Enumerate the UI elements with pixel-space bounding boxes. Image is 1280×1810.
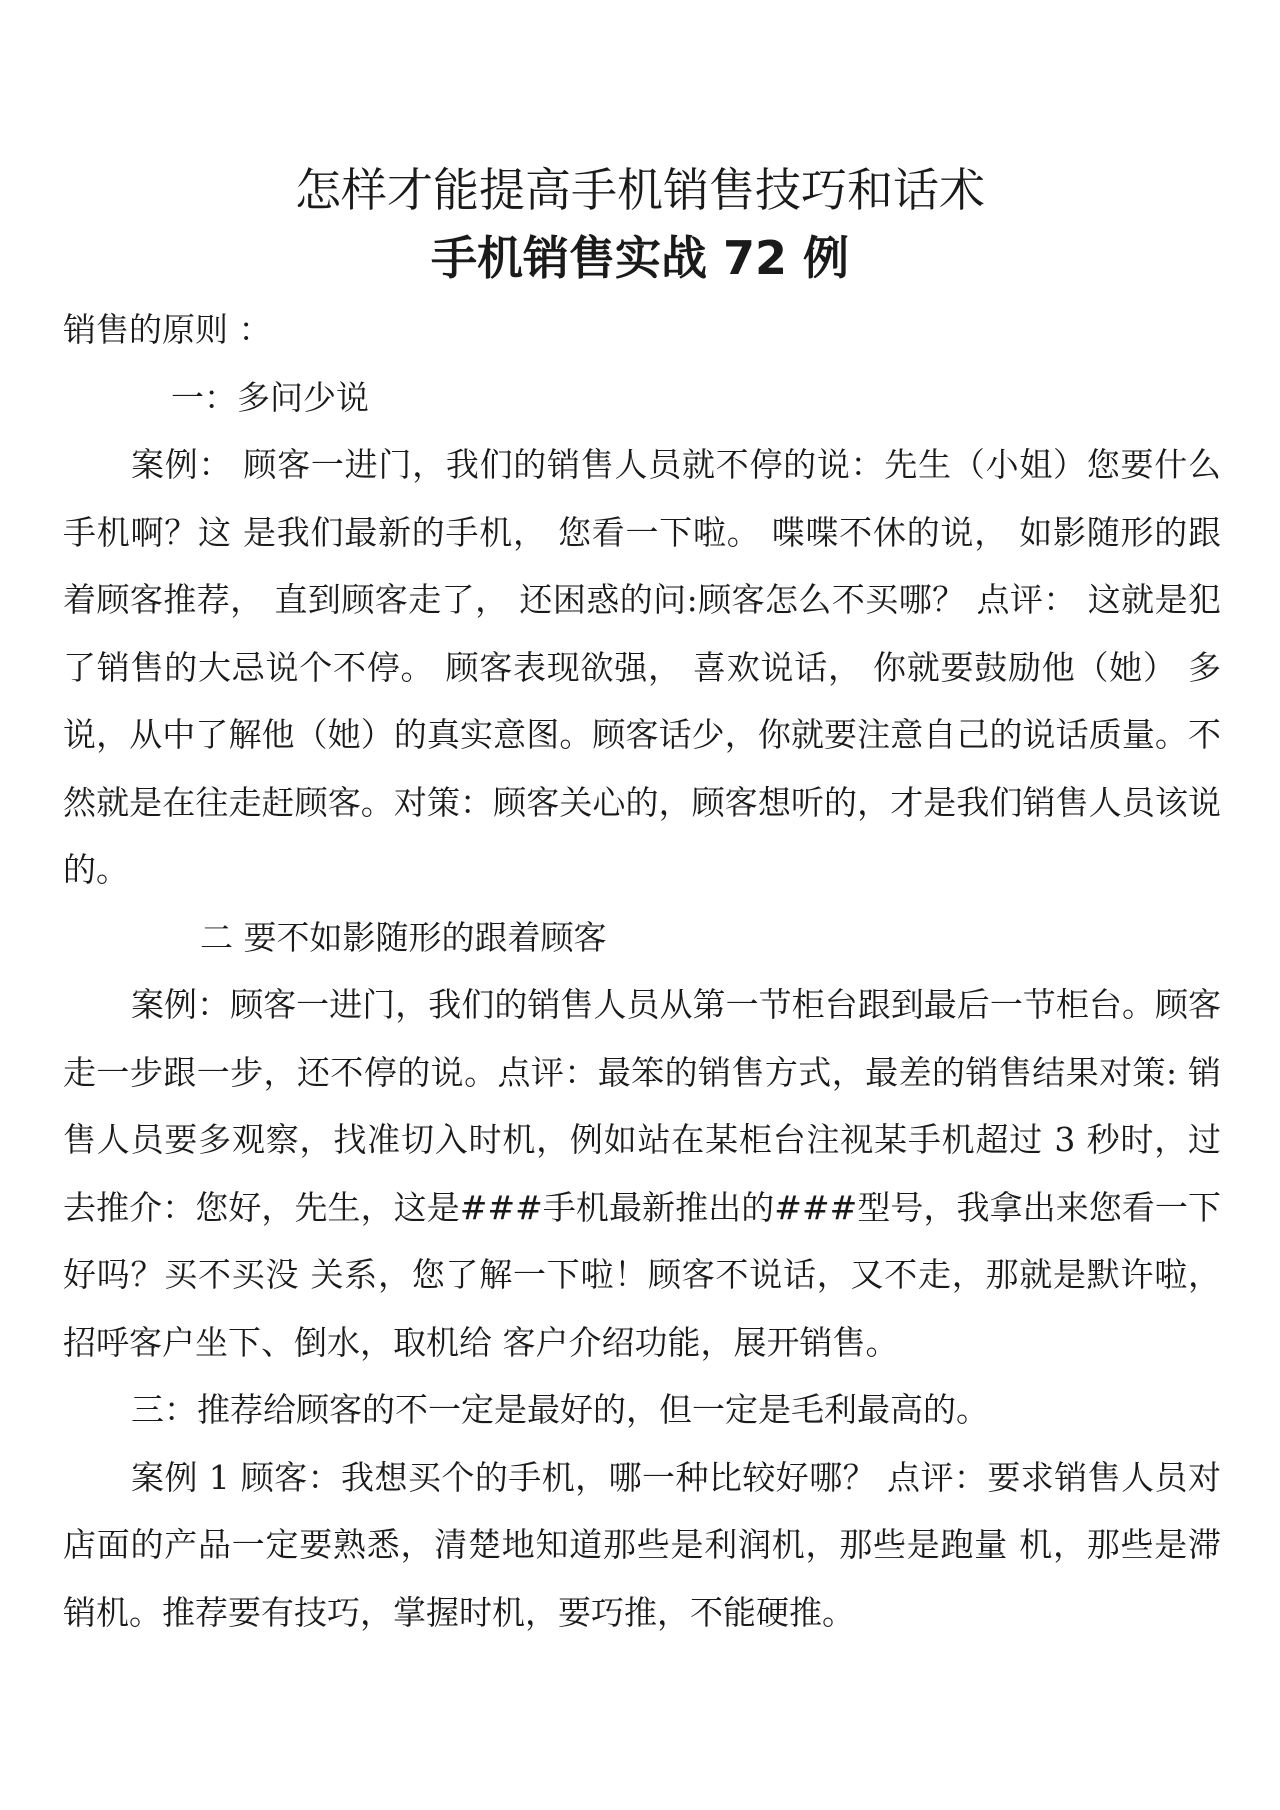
section-heading-3: 三：推荐给顾客的不一定是最好的，但一定是毛利最高的。 — [131, 1390, 989, 1429]
section-heading-2: 二 要不如影随形的跟着顾客 — [200, 917, 607, 957]
section-2-paragraph: 案例：顾客一进门，我们的销售人员从第一节柜台跟到最后一节柜台。顾客走一步跟一步，还不停的说。点评：最笨的销售方式，最差的销售结果对策: 销售人员要多观察，找准切入时机，例如站在某柜台注视某手机超过 3 秒时，过 去推介：您好，先生，这是###手机最新推出的###型号，我拿出来您看一下好吗？买不买没 关系，您了解一下啦！顾客不说话，又不走，那就是默许啦，招呼客户坐下、倒水，取机给 客户介绍功能，展开销售。 — [63, 985, 1221, 1362]
section-heading-1: 一：多问少说 — [171, 377, 369, 417]
document-title: 怎样才能提高手机销售技巧和话术 — [295, 163, 985, 217]
document-body — [63, 296, 1221, 1646]
document-subtitle: 手机销售实战 72 例 — [430, 231, 850, 285]
section-3-paragraph: 案例 1 顾客：我想买个的手机，哪一种比较好哪？ 点评：要求销售人员对店面的产品一定要熟悉，清楚地知道那些是利润机，那些是跑量 机，那些是滞销机。推荐要有技巧，掌握时机，要巧推，不能硬推。 — [63, 1457, 1221, 1632]
intro-line: 销售的原则 ： — [63, 310, 272, 349]
section-1-paragraph: 案例： 顾客一进门，我们的销售人员就不停的说：先生（小姐）您要什么手机啊？这 是我们最新的手机， 您看一下啦。 喋喋不休的说， 如影随形的跟着顾客推荐， 直到顾客走了， 还困惑的问:顾客怎么不买哪？ 点评： 这就是犯了销售的大忌说个不停。 顾客表现欲强， 喜欢说话， 你就要鼓励他（她） 多说，从中了解他（她）的真实意图。顾客话少，你就要注意自己的说话质量。不然就是在往走赶顾客。对策：顾客关心的，顾客想听的，才是我们销售人员该说的。 — [63, 445, 1221, 889]
